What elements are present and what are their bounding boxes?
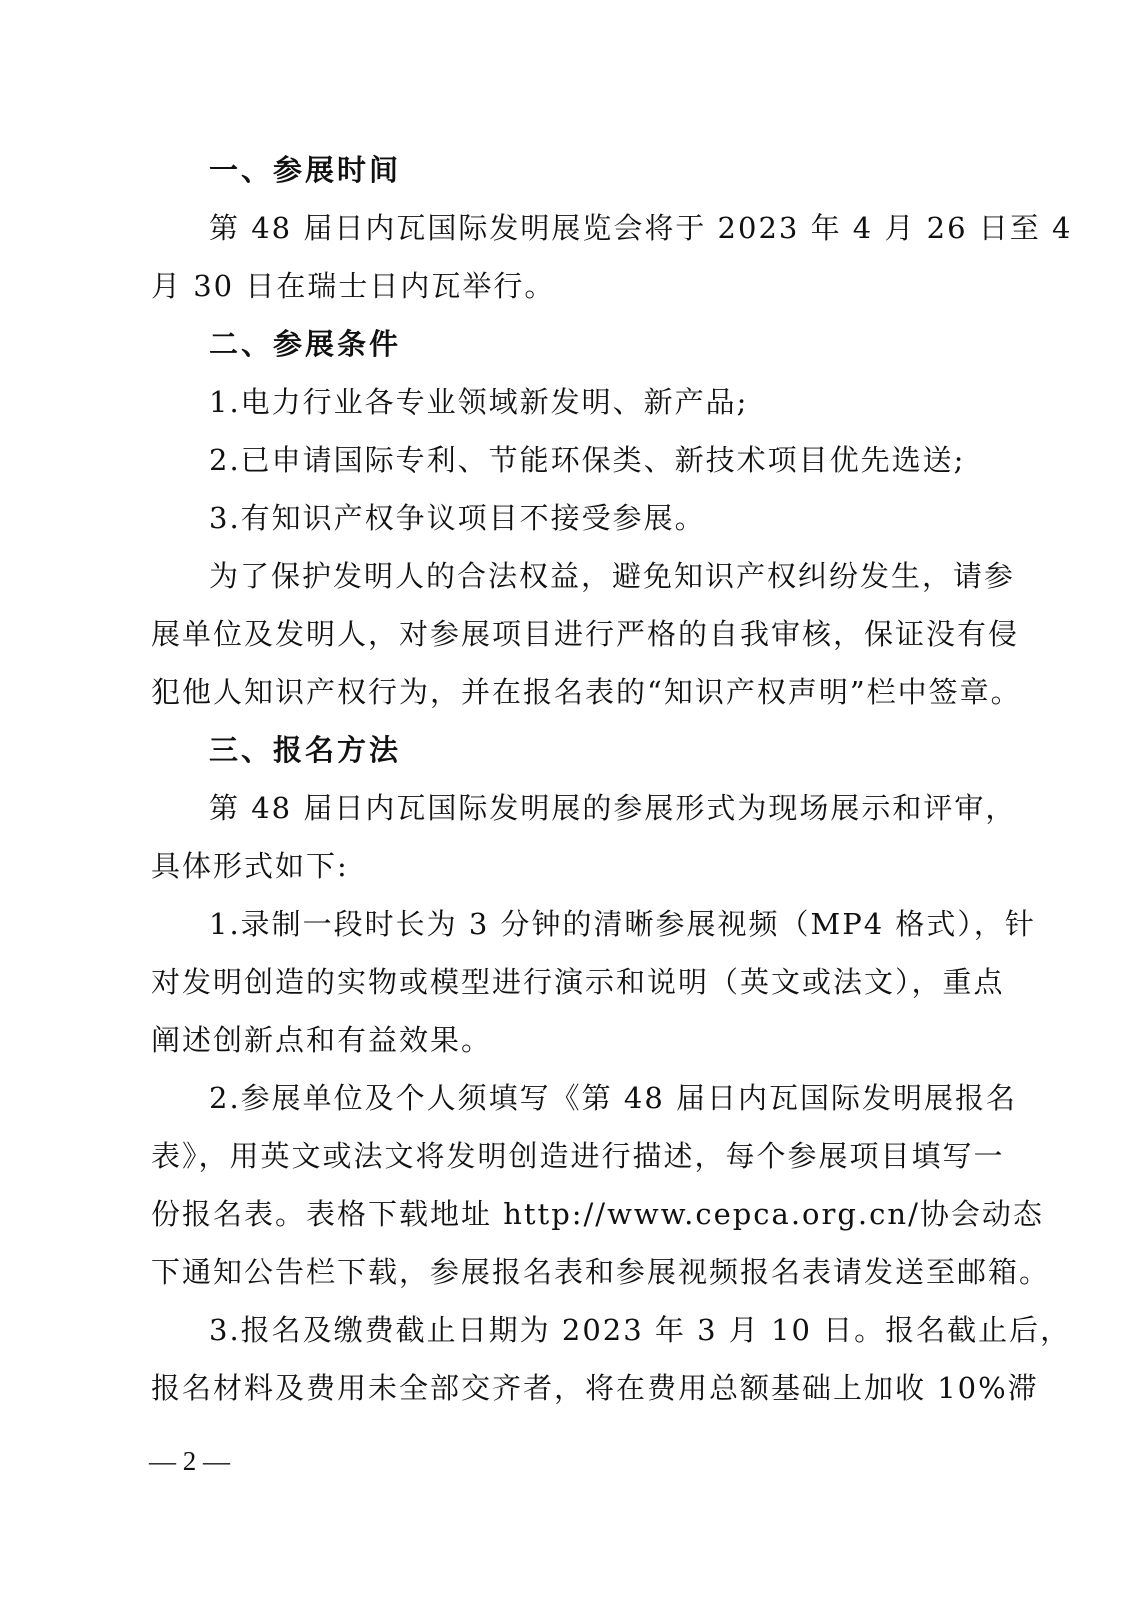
list-item: 2.已申请国际专利、节能环保类、新技术项目优先选送; — [209, 443, 966, 477]
paragraph-line: 第 48 届日内瓦国际发明展览会将于 2023 年 4 月 26 日至 4 — [209, 211, 1073, 245]
paragraph-line: 表》，用英文或法文将发明创造进行描述，每个参展项目填写一 — [151, 1139, 1005, 1173]
paragraph-line: 犯他人知识产权行为，并在报名表的“知识产权声明”栏中签章。 — [151, 675, 1022, 709]
paragraph-line: 第 48 届日内瓦国际发明展的参展形式为现场展示和评审， — [209, 791, 1017, 825]
paragraph-line: 份报名表。表格下载地址 http://www.cepca.org.cn/协会动态 — [151, 1197, 1044, 1231]
paragraph-line: 月 30 日在瑞士日内瓦举行。 — [151, 269, 556, 303]
paragraph-line: 报名材料及费用未全部交齐者，将在费用总额基础上加收 10%滞 — [151, 1371, 1039, 1405]
list-item: 2.参展单位及个人须填写《第 48 届日内瓦国际发明展报名 — [209, 1081, 1018, 1115]
list-item: 3.报名及缴费截止日期为 2023 年 3 月 10 日。报名截止后， — [209, 1313, 1072, 1347]
paragraph-line: 阐述创新点和有益效果。 — [151, 1023, 493, 1057]
section-heading-3: 三、报名方法 — [209, 733, 402, 767]
page-number: — 2 — — [149, 1446, 230, 1476]
paragraph-line: 对发明创造的实物或模型进行演示和说明（英文或法文），重点 — [151, 965, 1005, 999]
list-item: 3.有知识产权争议项目不接受参展。 — [209, 501, 706, 535]
paragraph-line: 具体形式如下: — [151, 849, 349, 883]
paragraph-line: 下通知公告栏下载，参展报名表和参展视频报名表请发送至邮箱。 — [151, 1255, 1051, 1289]
paragraph-line: 为了保护发明人的合法权益，避免知识产权纠纷发生，请参 — [209, 559, 1016, 593]
list-item: 1.电力行业各专业领域新发明、新产品; — [209, 385, 749, 419]
paragraph-line: 展单位及发明人，对参展项目进行严格的自我审核，保证没有侵 — [151, 617, 1020, 651]
section-heading-2: 二、参展条件 — [209, 327, 402, 361]
section-heading-1: 一、参展时间 — [209, 153, 402, 187]
list-item: 1.录制一段时长为 3 分钟的清晰参展视频（MP4 格式），针 — [209, 907, 1036, 941]
